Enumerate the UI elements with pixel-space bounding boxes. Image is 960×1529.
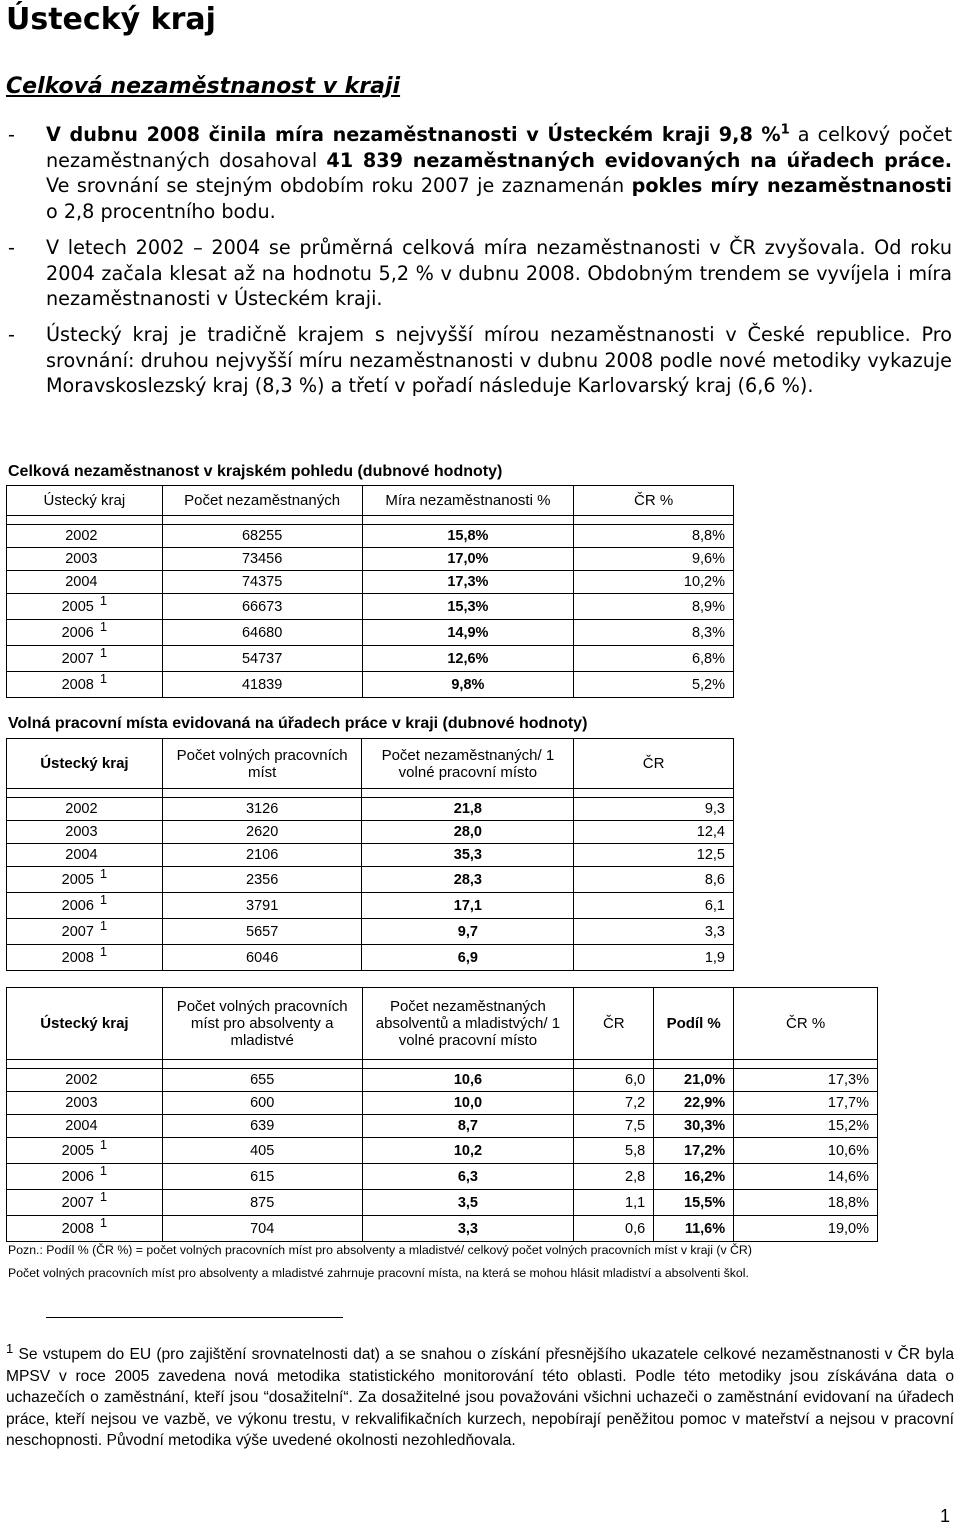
ratio-cell: 8,7 (362, 1115, 574, 1138)
year-value: 2002 (65, 1072, 98, 1088)
column-header: Počet volných pracovních míst (162, 739, 362, 789)
ratio-cell: 21,8 (362, 798, 574, 821)
year-cell (7, 798, 163, 821)
ratio-cell: 35,3 (362, 844, 574, 867)
cr-ratio-cell: 12,4 (574, 821, 734, 844)
share-cell: 22,9% (654, 1092, 734, 1115)
table-row (7, 672, 734, 698)
cr-share-cell: 19,0% (734, 1216, 878, 1242)
cr-ratio-cell: 3,3 (574, 919, 734, 945)
unemployed-count-cell: 68255 (162, 525, 362, 548)
cr-share-cell: 18,8% (734, 1190, 878, 1216)
unemployed-count-cell: 73456 (162, 548, 362, 571)
table-row (7, 821, 734, 844)
cr-rate-cell: 8,3% (574, 620, 734, 646)
column-header: Počet nezaměstnaných/ 1 volné pracovní místo (362, 739, 574, 789)
cr-share-cell: 14,6% (734, 1164, 878, 1190)
year-cell (7, 548, 163, 571)
table-row (7, 1115, 878, 1138)
bullet-text: a celkový počet nezaměstnaných dosahoval (46, 123, 952, 172)
vacancies-cell: 639 (162, 1115, 362, 1138)
cr-rate-cell: 10,2% (574, 571, 734, 594)
unemployed-count-cell: 66673 (162, 594, 362, 620)
table-body (7, 798, 734, 971)
ratio-cell: 9,7 (362, 919, 574, 945)
share-cell: 11,6% (654, 1216, 734, 1242)
vacancies-cell: 655 (162, 1069, 362, 1092)
year-value: 2008 (61, 1220, 94, 1237)
column-header: Míra nezaměstnanosti % (362, 486, 574, 516)
year-value: 2003 (65, 551, 98, 567)
table-row (7, 548, 734, 571)
year-value: 2006 (61, 1168, 94, 1185)
share-cell: 17,2% (654, 1138, 734, 1164)
table-row (7, 893, 734, 919)
ratio-cell: 10,6 (362, 1069, 574, 1092)
table-row (7, 919, 734, 945)
cr-ratio-cell: 1,1 (574, 1190, 654, 1216)
bullet-text: Ve srovnání se stejným obdobím roku 2007 je zaznamenán (46, 174, 632, 198)
year-value: 2006 (61, 897, 94, 914)
year-cell (7, 1115, 163, 1138)
year-cell (7, 594, 163, 620)
vacancies-cell: 5657 (162, 919, 362, 945)
footnote-ref: 1 (99, 644, 108, 660)
column-header: Ústecký kraj (7, 739, 163, 789)
column-header: Počet volných pracovních míst pro absolventy a mladistvé (162, 988, 362, 1060)
year-cell (7, 1216, 163, 1242)
year-value: 2005 (61, 1142, 94, 1159)
vacancies-cell: 2106 (162, 844, 362, 867)
year-value: 2007 (61, 923, 94, 940)
cr-rate-cell: 6,8% (574, 646, 734, 672)
column-header: Podíl % (654, 988, 734, 1060)
cr-share-cell: 17,3% (734, 1069, 878, 1092)
ratio-cell: 28,0 (362, 821, 574, 844)
unemployment-rate-cell: 17,0% (362, 548, 574, 571)
column-header: ČR % (734, 988, 878, 1060)
year-value: 2006 (61, 624, 94, 641)
ratio-cell: 6,9 (362, 945, 574, 971)
cr-ratio-cell: 6,0 (574, 1069, 654, 1092)
year-value: 2005 (61, 598, 94, 615)
table-row (7, 1164, 878, 1190)
page-title: Ústecký kraj (6, 2, 216, 37)
vacancies-cell: 6046 (162, 945, 362, 971)
cr-ratio-cell: 7,5 (574, 1115, 654, 1138)
cr-share-cell: 15,2% (734, 1115, 878, 1138)
footnote-ref: 1 (99, 943, 108, 959)
unemployment-rate-cell: 14,9% (362, 620, 574, 646)
table-caption: Celková nezaměstnanost v krajském pohledu (dubnové hodnoty) (8, 463, 503, 480)
table-row (7, 945, 734, 971)
share-cell: 30,3% (654, 1115, 734, 1138)
year-cell (7, 1190, 163, 1216)
cr-share-cell: 17,7% (734, 1092, 878, 1115)
table-row (7, 798, 734, 821)
bullet-text: V dubnu 2008 činila míra nezaměstnanosti v Ústeckém kraji 9,8 % (46, 123, 781, 146)
table-row (7, 1069, 878, 1092)
bullet-text: pokles míry nezaměstnanosti (631, 174, 952, 198)
vacancies-table (6, 738, 734, 971)
vacancies-cell: 3791 (162, 893, 362, 919)
vacancies-cell: 704 (162, 1216, 362, 1242)
year-cell (7, 1092, 163, 1115)
table-row (7, 571, 734, 594)
unemployed-count-cell: 41839 (162, 672, 362, 698)
vacancies-cell: 2356 (162, 867, 362, 893)
unemployment-rate-cell: 9,8% (362, 672, 574, 698)
footnote-ref: 1 (780, 122, 790, 138)
footnote-ref: 1 (99, 618, 108, 634)
vacancies-cell: 875 (162, 1190, 362, 1216)
year-cell (7, 919, 163, 945)
share-cell: 21,0% (654, 1069, 734, 1092)
footnote-text: Se vstupem do EU (pro zajištění srovnatelnosti dat) a se snahou o získání přesnějšího ukazatele celkové nezaměstnanosti v ČR byla MPSV v roce 2005 zavedena nová metodika statistického monitorování této oblasti. Podle této metodiky jsou získávána data o uchazečích o zaměstnání, kteří jsou “dosažitelní“. Za dosažitelné jsou považováni všichni uchazeči o zaměstnání evidovaní na úřadech práce, kteří nejsou ve vazbě, ve výkonu trestu, v rekvalifikačních kurzech, nepobírají peněžitou pomoc v mateřství a nejsou v pracovní neschopnosti. Původní metodika výše uvedené okolnosti nezohledňovala. (6, 1346, 954, 1449)
column-header: Počet nezaměstnaných (162, 486, 362, 516)
column-header: Ústecký kraj (7, 486, 163, 516)
year-value: 2003 (65, 1095, 98, 1111)
graduate-vacancies-table (6, 987, 878, 1242)
vacancies-cell: 405 (162, 1138, 362, 1164)
bullet-dash: - (8, 235, 15, 259)
bullet-dash: - (8, 322, 15, 346)
year-cell (7, 844, 163, 867)
year-value: 2004 (65, 574, 98, 590)
unemployment-rate-cell: 15,8% (362, 525, 574, 548)
footnote-separator (46, 1317, 343, 1318)
page-number: 1 (939, 1506, 950, 1526)
footnote-ref: 1 (99, 592, 108, 608)
year-value: 2003 (65, 824, 98, 840)
ratio-cell: 28,3 (362, 867, 574, 893)
section-heading: Celková nezaměstnanost v kraji (6, 74, 401, 99)
cr-rate-cell: 9,6% (574, 548, 734, 571)
unemployed-count-cell: 54737 (162, 646, 362, 672)
year-cell (7, 672, 163, 698)
table-row (7, 525, 734, 548)
table-note: Počet volných pracovních míst pro absolventy a mladistvé zahrnuje pracovní místa, na která se mohou hlásit mladiství a absolventi škol. (8, 1266, 749, 1280)
table-body (7, 1069, 878, 1242)
vacancies-cell: 615 (162, 1164, 362, 1190)
share-cell: 16,2% (654, 1164, 734, 1190)
vacancies-cell: 2620 (162, 821, 362, 844)
year-cell (7, 1069, 163, 1092)
unemployed-count-cell: 74375 (162, 571, 362, 594)
footnote-ref: 1 (99, 1162, 108, 1178)
unemployment-table (6, 485, 734, 698)
column-header: ČR % (574, 486, 734, 516)
footnote-ref: 1 (99, 1188, 108, 1204)
bullet-text: o 2,8 procentního bodu. (46, 200, 276, 224)
bullet-text: 41 839 nezaměstnaných evidovaných na úřadech práce. (326, 148, 953, 172)
footnote (6, 1340, 954, 1452)
bullet-text: Ústecký kraj je tradičně krajem s nejvyšší mírou nezaměstnanosti v České republice. Pro srovnání: druhou nejvyšší míru nezaměstnanosti v dubnu 2008 podle nové metodiky vykazuje Moravskoslezský kraj (8,3 %) a třetí v pořadí následuje Karlovarský kraj (6,6 %). (46, 322, 952, 398)
cr-ratio-cell: 0,6 (574, 1216, 654, 1242)
column-header: Ústecký kraj (7, 988, 163, 1060)
cr-rate-cell: 8,8% (574, 525, 734, 548)
ratio-cell: 17,1 (362, 893, 574, 919)
ratio-cell: 3,3 (362, 1216, 574, 1242)
unemployment-rate-cell: 15,3% (362, 594, 574, 620)
vacancies-cell: 600 (162, 1092, 362, 1115)
year-value: 2004 (65, 847, 98, 863)
cr-ratio-cell: 12,5 (574, 844, 734, 867)
table-row (7, 867, 734, 893)
table-row (7, 646, 734, 672)
cr-rate-cell: 5,2% (574, 672, 734, 698)
cr-ratio-cell: 6,1 (574, 893, 734, 919)
cr-ratio-cell: 8,6 (574, 867, 734, 893)
table-note: Pozn.: Podíl % (ČR %) = počet volných pracovních míst pro absolventy a mladistvé/ celkový počet volných pracovních míst v kraji (v ČR) (8, 1243, 752, 1257)
column-header: ČR (574, 739, 734, 789)
table-row (7, 620, 734, 646)
year-cell (7, 646, 163, 672)
ratio-cell: 3,5 (362, 1190, 574, 1216)
year-value: 2008 (61, 949, 94, 966)
footnote-ref: 1 (99, 1136, 108, 1152)
cr-ratio-cell: 9,3 (574, 798, 734, 821)
table-row (7, 1138, 878, 1164)
year-cell (7, 821, 163, 844)
cr-rate-cell: 8,9% (574, 594, 734, 620)
footnote-ref: 1 (99, 670, 108, 686)
year-value: 2004 (65, 1118, 98, 1134)
column-header: Počet nezaměstnaných absolventů a mladistvých/ 1 volné pracovní místo (362, 988, 574, 1060)
footnote-ref: 1 (99, 917, 108, 933)
year-value: 2002 (65, 528, 98, 544)
footnote-ref: 1 (99, 891, 108, 907)
cr-ratio-cell: 2,8 (574, 1164, 654, 1190)
cr-ratio-cell: 1,9 (574, 945, 734, 971)
vacancies-cell: 3126 (162, 798, 362, 821)
cr-ratio-cell: 5,8 (574, 1138, 654, 1164)
year-cell (7, 620, 163, 646)
bullet-text: V letech 2002 – 2004 se průměrná celková míra nezaměstnanosti v ČR zvyšovala. Od roku 2004 začala klesat až na hodnotu 5,2 % v dubnu 2008. Obdobným trendem se vyvíjela i míra nezaměstnanosti v Ústeckém kraji. (46, 235, 952, 311)
table-row (7, 844, 734, 867)
year-cell (7, 867, 163, 893)
table-row (7, 1092, 878, 1115)
table-caption: Volná pracovní místa evidovaná na úřadech práce v kraji (dubnové hodnoty) (8, 715, 588, 732)
year-value: 2007 (61, 1194, 94, 1211)
cr-share-cell: 10,6% (734, 1138, 878, 1164)
footnote-ref: 1 (99, 1214, 108, 1230)
ratio-cell: 10,2 (362, 1138, 574, 1164)
cr-ratio-cell: 7,2 (574, 1092, 654, 1115)
year-cell (7, 525, 163, 548)
table-body (7, 525, 734, 698)
ratio-cell: 6,3 (362, 1164, 574, 1190)
ratio-cell: 10,0 (362, 1092, 574, 1115)
year-cell (7, 1164, 163, 1190)
year-value: 2007 (61, 650, 94, 667)
bullet-list (0, 122, 960, 409)
year-cell (7, 893, 163, 919)
unemployed-count-cell: 64680 (162, 620, 362, 646)
year-cell (7, 571, 163, 594)
table-row (7, 594, 734, 620)
unemployment-rate-cell: 17,3% (362, 571, 574, 594)
bullet-item (0, 122, 960, 225)
table-row (7, 1216, 878, 1242)
footnote-marker: 1 (6, 1340, 14, 1356)
footnote-ref: 1 (99, 865, 108, 881)
bullet-item (0, 322, 960, 399)
year-value: 2005 (61, 871, 94, 888)
bullet-item (0, 235, 960, 312)
bullet-dash: - (8, 123, 15, 146)
year-cell (7, 945, 163, 971)
column-header: ČR (574, 988, 654, 1060)
table-row (7, 1190, 878, 1216)
share-cell: 15,5% (654, 1190, 734, 1216)
year-value: 2008 (61, 676, 94, 693)
year-value: 2002 (65, 801, 98, 817)
unemployment-rate-cell: 12,6% (362, 646, 574, 672)
year-cell (7, 1138, 163, 1164)
